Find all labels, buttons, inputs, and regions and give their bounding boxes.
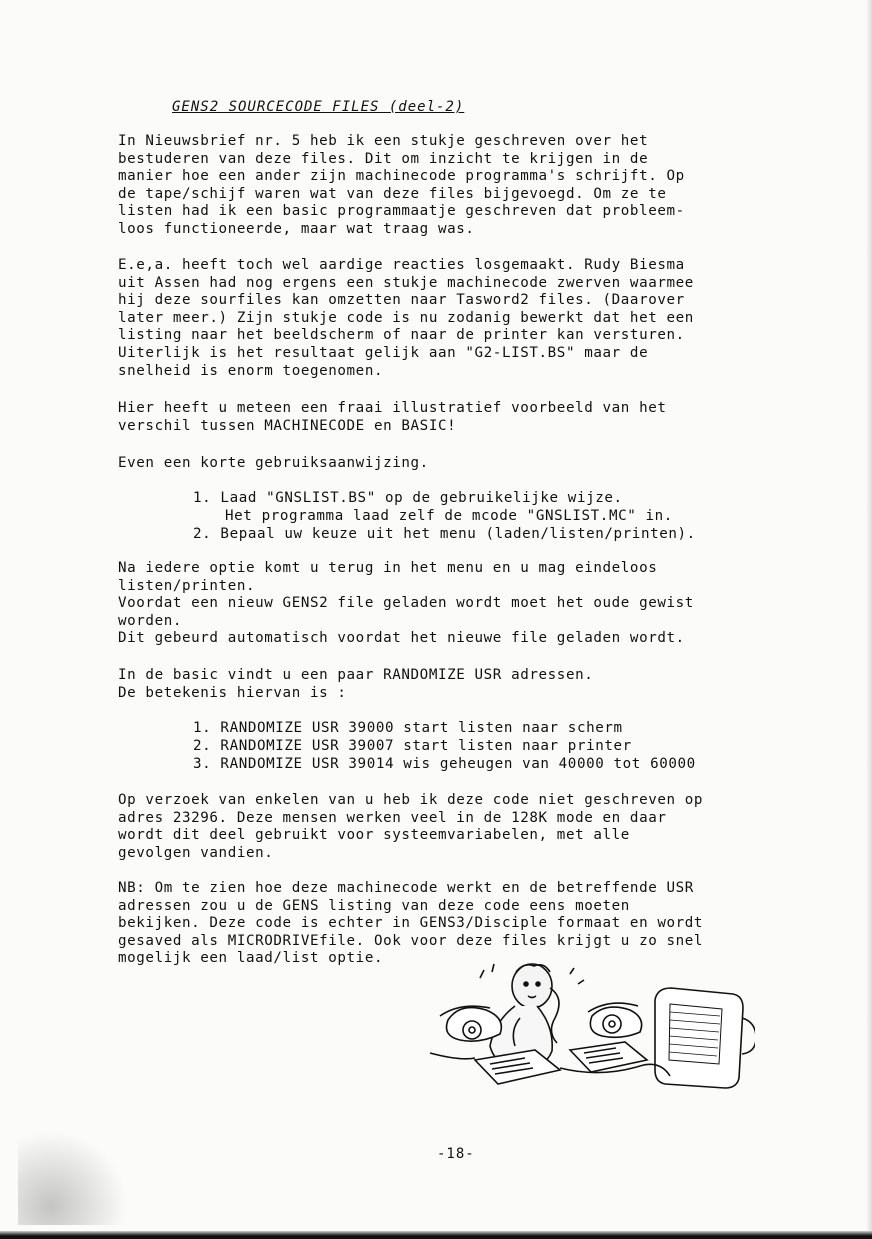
usr-item: 1. RANDOMIZE USR 39000 start listen naar scherm: [193, 720, 623, 736]
text-line: uit Assen had nog ergens een stukje machinecode zwerven waarmee: [118, 274, 694, 291]
text-line: loos functioneerde, maar wat traag was.: [118, 220, 475, 237]
paragraph-5: [118, 560, 808, 648]
text-line: gesaved als MICRODRIVEfile. Ook voor deze files krijgt u zo snel: [118, 932, 704, 949]
paragraph-6: [118, 667, 808, 702]
text-line: de tape/schijf waren wat van deze files bijgevoegd. Om ze te: [118, 185, 667, 202]
text-line: Uiterlijk is het resultaat gelijk aan "G2-LIST.BS" maar de: [118, 344, 649, 361]
paragraph-2: [118, 257, 808, 380]
text-line: Even een korte gebruiksaanwijzing.: [118, 455, 429, 471]
text-line: mogelijk een laad/list optie.: [118, 950, 384, 967]
text-line: adres 23296. Deze mensen werken veel in de 128K mode en daar: [118, 809, 667, 826]
text-line: manier hoe een ander zijn machinecode programma's schrijft. Op: [118, 168, 685, 185]
text-line: Na iedere optie komt u terug in het menu en u mag eindeloos: [118, 560, 658, 576]
page-title: GENS2 SOURCECODE FILES (deel-2): [172, 99, 465, 115]
paragraph-8: [118, 880, 808, 968]
instruction-item: Het programma laad zelf de mcode "GNSLIST.MC" in.: [225, 508, 673, 524]
paragraph-7: [118, 792, 808, 862]
text-line: De betekenis hiervan is :: [118, 684, 347, 701]
text-line: NB: Om te zien hoe deze machinecode werkt en de betreffende USR: [118, 880, 694, 896]
text-line: gevolgen vandien.: [118, 844, 274, 861]
text-line: hij deze sourfiles kan omzetten naar Tasword2 files. (Daarover: [118, 292, 685, 309]
page-edge-bottom: [0, 1231, 872, 1239]
usr-item: 3. RANDOMIZE USR 39014 wis geheugen van 40000 tot 60000: [193, 756, 696, 772]
paragraph-1: [118, 133, 808, 239]
paragraph-4: [118, 455, 808, 473]
text-line: later meer.) Zijn stukje code is nu zodanig bewerkt dat het een: [118, 309, 694, 326]
text-line: bekijken. Deze code is echter in GENS3/Disciple formaat en wordt: [118, 915, 704, 932]
text-line: worden.: [118, 612, 182, 629]
text-line: E.e,a. heeft toch wel aardige reacties losgemaakt. Rudy Biesma: [118, 257, 685, 273]
text-line: In Nieuwsbrief nr. 5 heb ik een stukje geschreven over het: [118, 133, 649, 149]
text-line: Hier heeft u meteen een fraai illustratief voorbeeld van het: [118, 400, 667, 416]
text-line: Op verzoek van enkelen van u heb ik deze code niet geschreven op: [118, 792, 704, 808]
text-line: Voordat een nieuw GENS2 file geladen wordt moet het oude gewist: [118, 595, 694, 612]
text-line: listen/printen.: [118, 577, 256, 594]
text-line: bestuderen van deze files. Dit om inzicht te krijgen in de: [118, 150, 649, 167]
instruction-item: 1. Laad "GNSLIST.BS" op de gebruikelijke wijze.: [193, 490, 623, 506]
text-line: listing naar het beeldscherm of naar de printer kan versturen.: [118, 327, 685, 344]
text-line: adressen zou u de GENS listing van deze code eens moeten: [118, 897, 630, 914]
page-edge-right: [866, 0, 872, 1239]
text-line: snelheid is enorm toegenomen.: [118, 362, 384, 379]
text-line: Dit gebeurd automatisch voordat het nieuwe file geladen wordt.: [118, 630, 685, 647]
text-line: verschil tussen MACHINECODE en BASIC!: [118, 417, 457, 434]
usr-item: 2. RANDOMIZE USR 39007 start listen naar printer: [193, 738, 632, 754]
text-line: In de basic vindt u een paar RANDOMIZE USR adressen.: [118, 667, 594, 683]
paragraph-3: [118, 400, 808, 435]
text-line: listen had ik een basic programmaatje geschreven dat probleem-: [118, 203, 685, 220]
scan-artifact: [18, 1130, 128, 1225]
cartoon-illustration: [420, 958, 755, 1108]
text-line: wordt dit deel gebruikt voor systeemvariabelen, met alle: [118, 827, 630, 844]
page-number: -18-: [437, 1146, 475, 1162]
instruction-item: 2. Bepaal uw keuze uit het menu (laden/listen/printen).: [193, 526, 696, 542]
